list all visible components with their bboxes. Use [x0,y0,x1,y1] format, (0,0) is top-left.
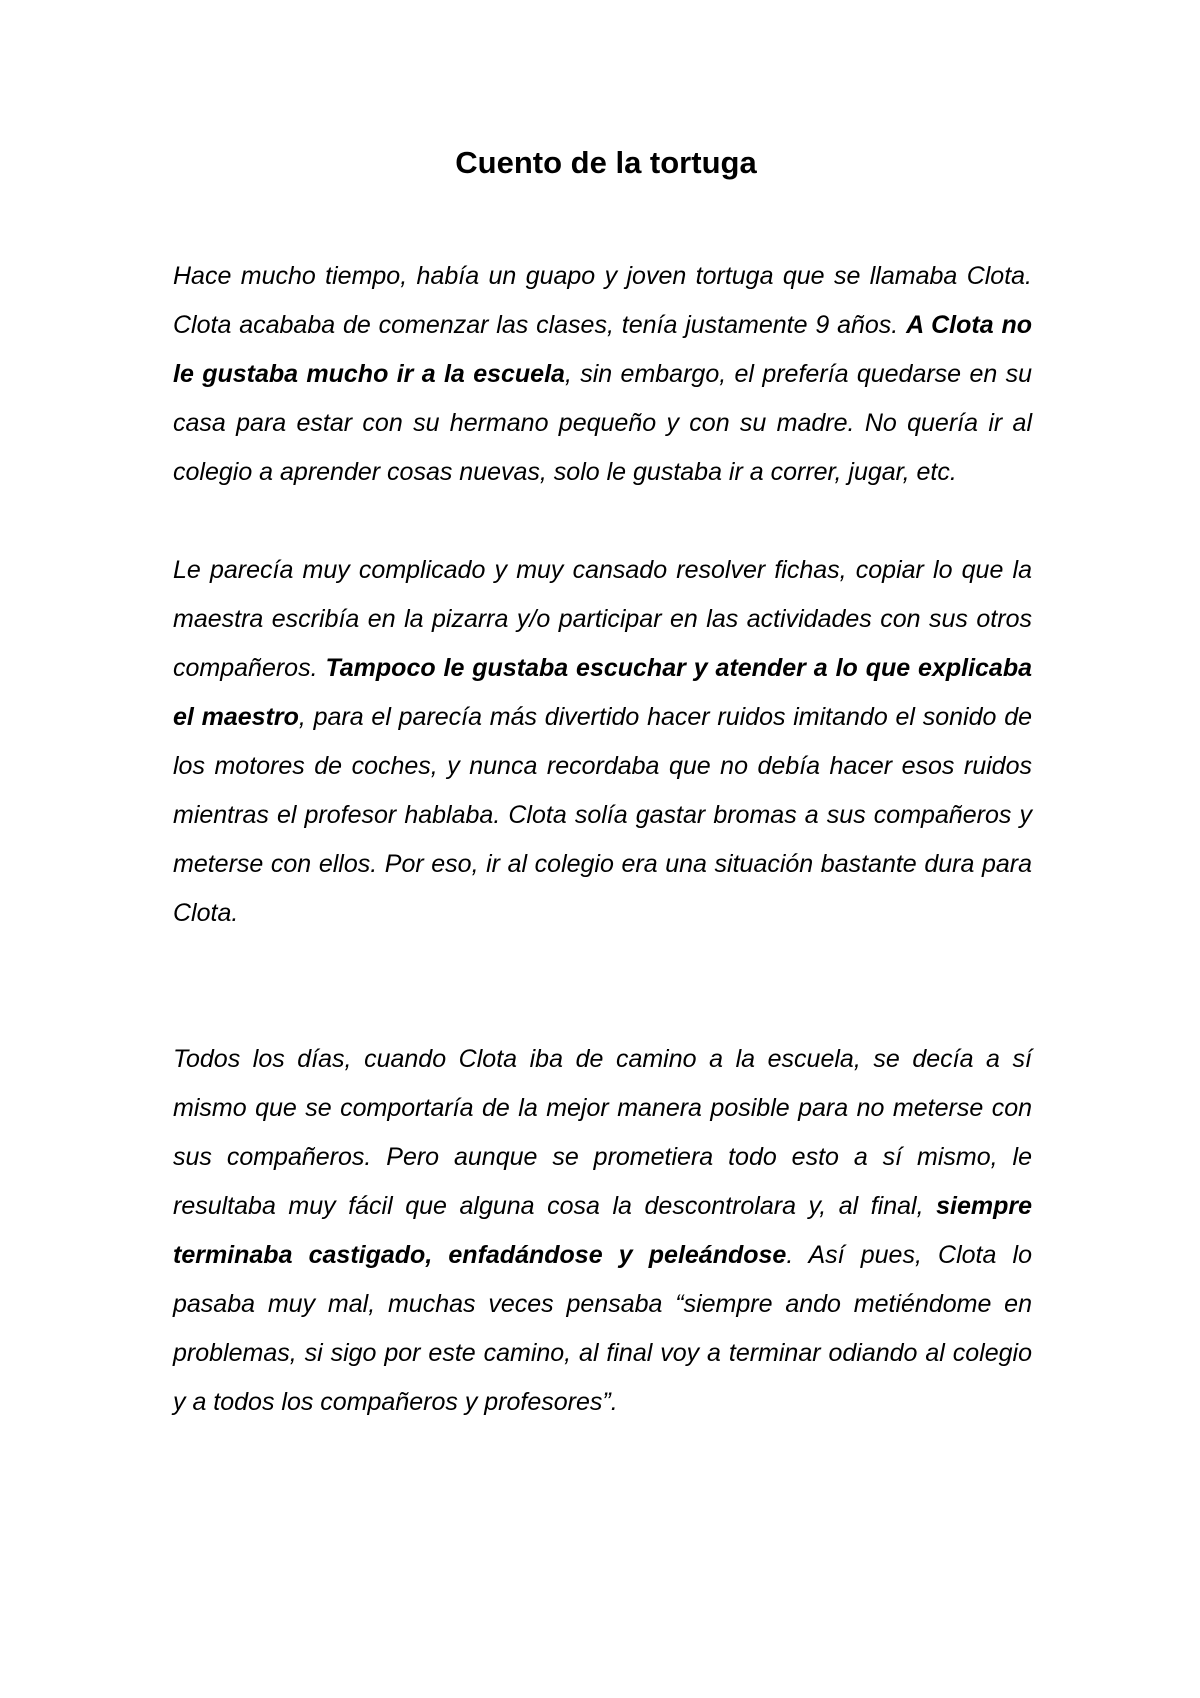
paragraph-bold-text: A Clota no le gustaba mucho ir a la escuela [173,311,1033,388]
paragraph-text: , sin embargo, el prefería quedarse en su casa para estar con su hermano pequeño y con su madre. No quería ir al colegio a aprender cosas nuevas, solo le gustaba ir a correr, jugar, etc. [173,360,1033,486]
paragraph-3 [173,1035,1032,1427]
paragraph-2 [173,546,1032,938]
paragraph-text: Todos los días, cuando Clota iba de camino a la escuela, se decía a sí mismo que se comportaría de la mejor manera posible para no meterse con sus compañeros. Pero aunque se prometiera todo esto a sí mismo, le resultaba muy fácil que alguna cosa la descontrolara y, al final, [173,1045,1032,1220]
paragraph-text: . Así pues, Clota lo pasaba muy mal, muchas veces pensaba “siempre ando metiéndome en problemas, si sigo por este camino, al final voy a terminar odiando al colegio y a todos los compañeros y profesores”. [173,1241,1032,1416]
page-title: Cuento de la tortuga [455,145,757,180]
paragraph-text: Hace mucho tiempo, había un guapo y joven tortuga que se llamaba Clota. Clota acababa de comenzar las clases, tenía justamente 9 años. [173,262,1032,339]
paragraph-1 [173,252,1032,497]
paragraph-bold-text: Tampoco le gustaba escuchar y atender a lo que explicaba el maestro [173,654,1032,731]
paragraph-text: Le parecía muy complicado y muy cansado resolver fichas, copiar lo que la maestra escribía en la pizarra y/o participar en las actividades con sus otros compañeros. [173,556,1032,682]
paragraph-text: , para el parecía más divertido hacer ruidos imitando el sonido de los motores de coches, y nunca recordaba que no debía hacer esos ruidos mientras el profesor hablaba. Clota solía gastar bromas a sus compañeros y meterse con ellos. Por eso, ir al colegio era una situación bastante dura para Clota. [173,703,1032,927]
paragraph-bold-text: siempre terminaba castigado, enfadándose y peleándose [173,1192,1032,1269]
